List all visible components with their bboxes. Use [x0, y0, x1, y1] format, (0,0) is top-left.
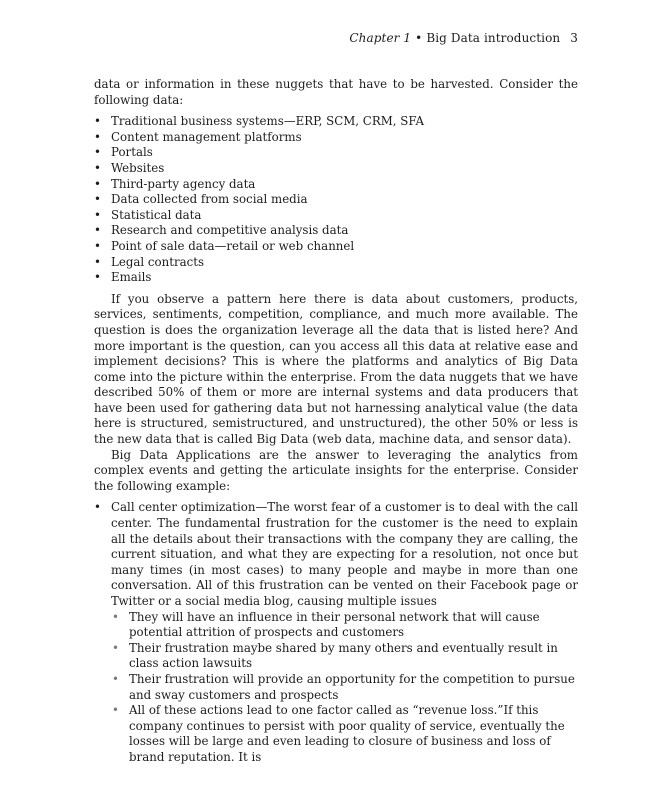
intro-paragraph: data or information in these nuggets that have to be harvested. Consider the following data:: [94, 77, 578, 107]
chapter-title: Big Data introduction: [426, 31, 561, 45]
sub-list: [111, 610, 578, 766]
sub-list-item: • All of these actions lead to one factor called as “revenue loss.”If this company continues to persist with poor quality of service, eventually the losses will be large and even leading to closure of business and loss of brand reputation. It is: [112, 703, 565, 764]
data-source-list: [94, 114, 578, 286]
list-item: • Third-party agency data: [94, 176, 256, 191]
sub-bullet-icon: •: [112, 640, 119, 655]
pattern-paragraph: If you observe a pattern here there is data about customers, products, services, sentiments, competition, compliance, and much more available. The question is does the organization leverage all the data that is listed here? And more important is the question, can you access all this data at relative ease and implement decisions? This is where the platforms and analytics of Big Data come into the picture within the enterprise. From the data nuggets that we have described 50% of them or more are internal systems and data producers that have been used for gathering data but not harnessing analytical value (the data here is structured, semistructured, and unstructured), the other 50% or less is the new data that is called Big Data (web data, machine data, and sensor data).: [94, 291, 578, 447]
list-item: • Statistical data: [94, 207, 202, 222]
example-item: [94, 500, 578, 765]
sub-bullet-icon: •: [112, 609, 119, 624]
bullet-icon: •: [94, 270, 101, 285]
sub-list-item: • Their frustration maybe shared by many others and eventually result in class action lawsuits: [112, 640, 558, 671]
bullet-icon: •: [94, 114, 101, 129]
bullet-icon: •: [94, 500, 101, 515]
bullet-icon: •: [94, 254, 101, 269]
bullet-icon: •: [94, 223, 101, 238]
header-separator: •: [415, 31, 423, 45]
running-head: [94, 28, 578, 48]
list-item: • Emails: [94, 270, 152, 285]
sub-bullet-icon: •: [112, 703, 119, 718]
list-item: • Data collected from social media: [94, 192, 308, 207]
example-text: Call center optimization—The worst fear of a customer is to deal with the call center. The fundamental frustration for the customer is the need to explain all the details about their transactions with the company they are calling, the current situation, and what they are expecting for a resolution, not once but many times (in most cases) to many people and maybe in more than one conversation. All of this frustration can be vented on their Facebook page or Twitter or a social media blog, causing multiple issues: [111, 500, 578, 608]
book-page: [94, 28, 578, 766]
list-item: • Websites: [94, 160, 165, 175]
sub-list-item: • They will have an influence in their personal network that will cause potential attrition of prospects and customers: [112, 609, 540, 640]
list-item: • Research and competitive analysis data: [94, 223, 349, 238]
bullet-icon: •: [94, 145, 101, 160]
bullet-icon: •: [94, 192, 101, 207]
list-item: • Portals: [94, 145, 153, 160]
chapter-label: Chapter 1: [349, 31, 412, 45]
bullet-icon: •: [94, 129, 101, 144]
sub-bullet-icon: •: [112, 671, 119, 686]
example-list: [94, 500, 578, 765]
applications-paragraph: Big Data Applications are the answer to leveraging the analytics from complex events and getting the articulate insights for the enterprise. Consider the following example:: [94, 447, 578, 493]
bullet-icon: •: [94, 160, 101, 175]
list-item: • Traditional business systems—ERP, SCM, CRM, SFA: [94, 114, 425, 129]
sub-list-item: • Their frustration will provide an opportunity for the competition to pursue and sway customers and prospects: [112, 671, 575, 702]
bullet-icon: •: [94, 207, 101, 222]
list-item: • Content management platforms: [94, 129, 302, 144]
page-number: 3: [570, 31, 578, 45]
list-item: • Legal contracts: [94, 254, 205, 269]
list-item: • Point of sale data—retail or web channel: [94, 238, 355, 253]
bullet-icon: •: [94, 238, 101, 253]
bullet-icon: •: [94, 176, 101, 191]
